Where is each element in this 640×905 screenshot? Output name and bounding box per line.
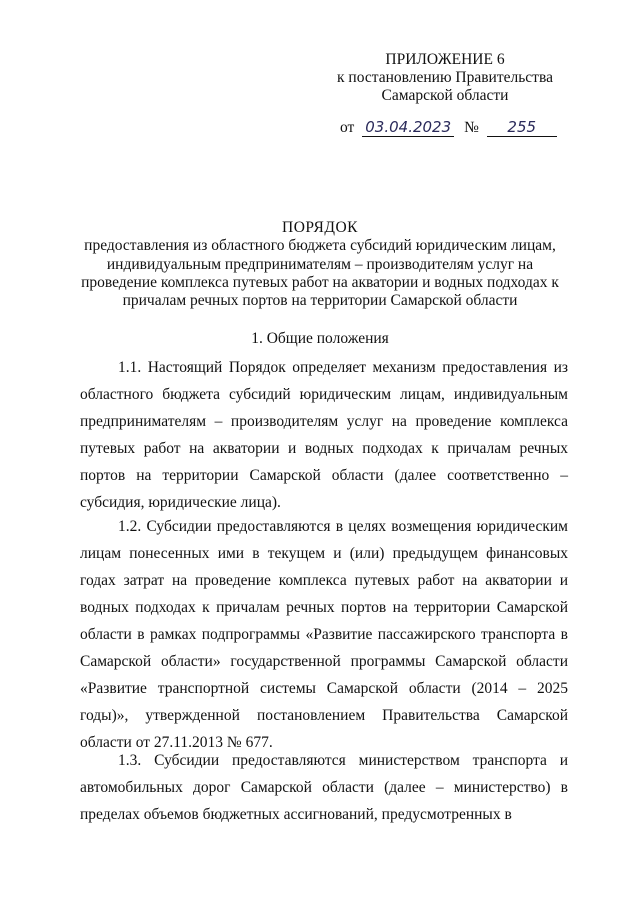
handwritten-number: 255 bbox=[487, 118, 557, 137]
from-label: от bbox=[340, 119, 355, 136]
document-heading: ПОРЯДОК bbox=[282, 219, 358, 236]
title-line-2: индивидуальным предпринимателям – производителям услуг на bbox=[106, 256, 534, 273]
paragraph-text: 1.2. Субсидии предоставляются в целях возмещения юридическим лицам понесенных ими в текущем и (или) предыдущем финансовых годах затрат на проведение комплекса путевых работ на акватории и водных подходах к причалам речных портов на территории Самарской области в рамках подпрограммы «Развитие пассажирского транспорта в Самарской области» государственной программы Самарской области «Развитие транспортной системы Самарской области (2014 – 2025 годы)», утвержденной постановлением Правительства Самарской области от 27.11.2013 № 677. bbox=[80, 518, 568, 751]
title-line-4: причалам речных портов на территории Самарской области bbox=[122, 292, 518, 309]
paragraph-1-1 bbox=[80, 354, 568, 516]
paragraph-1-2 bbox=[80, 513, 568, 756]
paragraph-text: 1.3. Субсидии предоставляются министерством транспорта и автомобильных дорог Самарской области (далее – министерство) в пределах объемов бюджетных ассигнований, предусмотренных в bbox=[80, 752, 568, 823]
paragraph-text: 1.1. Настоящий Порядок определяет механизм предоставления из областного бюджета субсидий юридическим лицам, индивидуальным предпринимателям – производителям услуг на проведение комплекса путевых работ на акватории и водных подходах к причалам речных портов на территории Самарской области (далее соответственно – субсидия, юридические лица). bbox=[80, 359, 568, 511]
title-line-1: предоставления из областного бюджета субсидий юридическим лицам, bbox=[84, 237, 556, 254]
appendix-region: Самарской области bbox=[381, 87, 509, 104]
section-heading: 1. Общие положения bbox=[251, 330, 389, 347]
number-label: № bbox=[464, 119, 479, 136]
handwritten-date: 03.04.2023 bbox=[362, 118, 454, 137]
title-line-3: проведение комплекса путевых работ на акватории и водных подходах к bbox=[81, 274, 559, 291]
paragraph-1-3 bbox=[80, 747, 568, 828]
resolution-ref bbox=[340, 118, 557, 140]
appendix-subtitle: к постановлению Правительства bbox=[337, 69, 553, 86]
appendix-title: ПРИЛОЖЕНИЕ 6 bbox=[385, 51, 505, 68]
